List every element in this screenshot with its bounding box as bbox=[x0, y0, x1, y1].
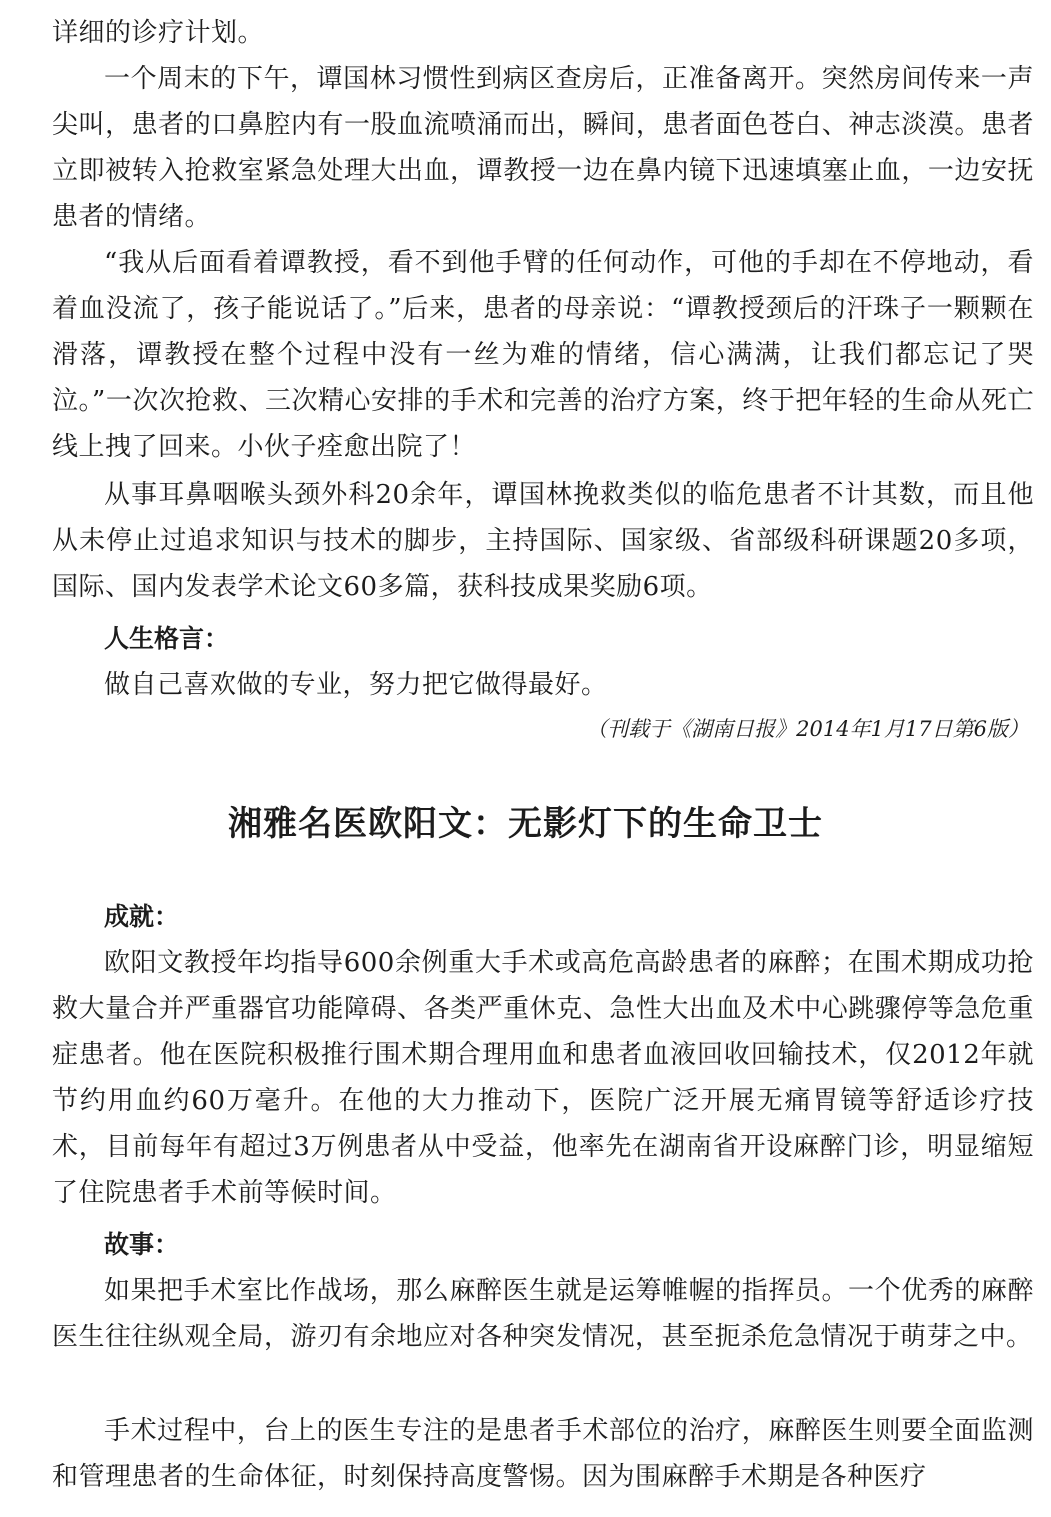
motto-text: 做自己喜欢做的专业，努力把它做得最好。 bbox=[104, 670, 608, 700]
paragraph-continuation: 详细的诊疗计划。 bbox=[52, 18, 265, 48]
story-label: 故事： bbox=[104, 1230, 180, 1259]
source-citation: （刊载于《湖南日报》2014年1月17日第6版） bbox=[586, 717, 1029, 741]
paragraph-emergency: 一个周末的下午，谭国林习惯性到病区查房后，正准备离开。突然房间传来一声尖叫，患者的口鼻腔内有一股血流喷涌而出，瞬间，患者面色苍白、神志淡漠。患者立即被转入抢救室紧急处理大出血，谭教授一边在鼻内镜下迅速填塞止血，一边安抚患者的情绪。 bbox=[52, 64, 1034, 232]
paragraph-mother-quote: “我从后面看着谭教授，看不到他手臂的任何动作，可他的手却在不停地动，看着血没流了，孩子能说话了。”后来，患者的母亲说：“谭教授颈后的汗珠子一颗颗在滑落，谭教授在整个过程中没有一丝为难的情绪，信心满满，让我们都忘记了哭泣。”一次次抢救、三次精心安排的手术和完善的治疗方案，终于把年轻的生命从死亡线上拽了回来。小伙子痊愈出院了！ bbox=[52, 248, 1034, 462]
paragraph-achievement: 欧阳文教授年均指导600余例重大手术或高危高龄患者的麻醉；在围术期成功抢救大量合并严重器官功能障碍、各类严重休克、急性大出血及术中心跳骤停等急危重症患者。他在医院积极推行围术期合理用血和患者血液回收回输技术，仅2012年就节约用血约60万毫升。在他的大力推动下，医院广泛开展无痛胃镜等舒适诊疗技术，目前每年有超过3万例患者从中受益，他率先在湖南省开设麻醉门诊，明显缩短了住院患者手术前等候时间。 bbox=[52, 948, 1034, 1208]
motto-label: 人生格言： bbox=[104, 624, 230, 653]
achievement-label: 成就： bbox=[104, 902, 180, 931]
paragraph-story-2: 手术过程中，台上的医生专注的是患者手术部位的治疗，麻醉医生则要全面监测和管理患者的生命体征，时刻保持高度警惕。因为围麻醉手术期是各种医疗 bbox=[52, 1416, 1034, 1492]
article-title: 湘雅名医欧阳文：无影灯下的生命卫士 bbox=[228, 804, 823, 844]
paragraph-career: 从事耳鼻咽喉头颈外科20余年，谭国林挽救类似的临危患者不计其数，而且他从未停止过追求知识与技术的脚步，主持国际、国家级、省部级科研课题20多项，国际、国内发表学术论文60多篇，获科技成果奖励6项。 bbox=[52, 480, 1034, 602]
paragraph-story-1: 如果把手术室比作战场，那么麻醉医生就是运筹帷幄的指挥员。一个优秀的麻醉医生往往纵观全局，游刃有余地应对各种突发情况，甚至扼杀危急情况于萌芽之中。 bbox=[52, 1276, 1034, 1352]
